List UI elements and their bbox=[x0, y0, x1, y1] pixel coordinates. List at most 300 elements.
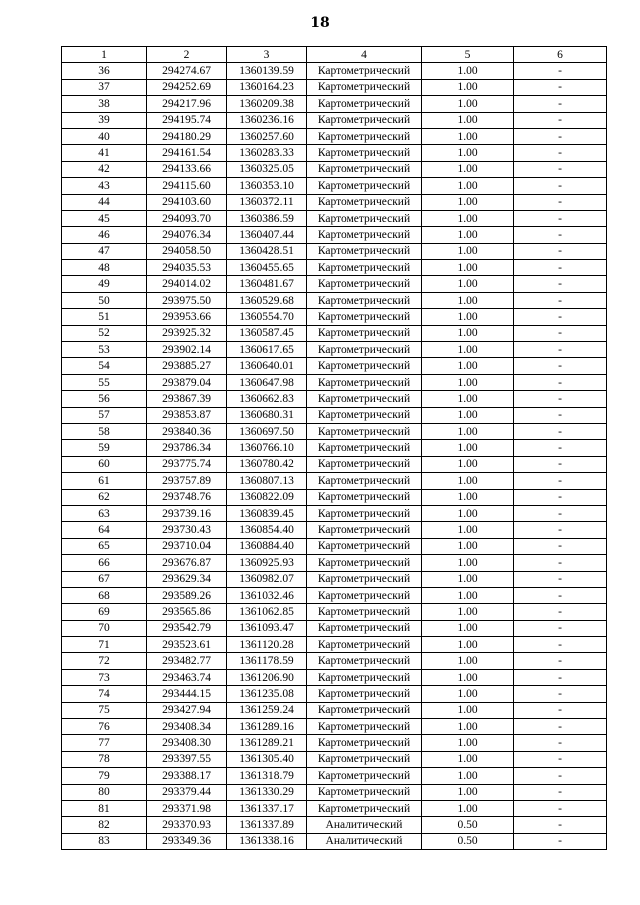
accuracy-cell: 1.00 bbox=[422, 768, 514, 784]
note-cell: - bbox=[514, 79, 607, 95]
note-cell: - bbox=[514, 161, 607, 177]
table-row bbox=[62, 604, 607, 620]
x-coordinate-cell: 293925.32 bbox=[147, 325, 227, 341]
table-row bbox=[62, 243, 607, 259]
x-coordinate-cell: 293408.34 bbox=[147, 719, 227, 735]
point-number-cell: 71 bbox=[62, 637, 147, 653]
accuracy-cell: 1.00 bbox=[422, 145, 514, 161]
y-coordinate-cell: 1360283.33 bbox=[227, 145, 307, 161]
note-cell: - bbox=[514, 407, 607, 423]
accuracy-cell: 0.50 bbox=[422, 833, 514, 849]
point-number-cell: 60 bbox=[62, 456, 147, 472]
note-cell: - bbox=[514, 440, 607, 456]
x-coordinate-cell: 294161.54 bbox=[147, 145, 227, 161]
method-cell: Картометрический bbox=[307, 407, 422, 423]
y-coordinate-cell: 1360854.40 bbox=[227, 522, 307, 538]
note-cell: - bbox=[514, 63, 607, 79]
method-cell: Картометрический bbox=[307, 128, 422, 144]
x-coordinate-cell: 294217.96 bbox=[147, 96, 227, 112]
table-header-row bbox=[62, 47, 607, 63]
table-row bbox=[62, 391, 607, 407]
method-cell: Картометрический bbox=[307, 210, 422, 226]
y-coordinate-cell: 1361259.24 bbox=[227, 702, 307, 718]
column-header: 5 bbox=[422, 47, 514, 63]
x-coordinate-cell: 293523.61 bbox=[147, 637, 227, 653]
point-number-cell: 45 bbox=[62, 210, 147, 226]
y-coordinate-cell: 1361206.90 bbox=[227, 669, 307, 685]
table-row bbox=[62, 620, 607, 636]
method-cell: Картометрический bbox=[307, 79, 422, 95]
point-number-cell: 81 bbox=[62, 800, 147, 816]
accuracy-cell: 1.00 bbox=[422, 374, 514, 390]
table-row bbox=[62, 653, 607, 669]
note-cell: - bbox=[514, 391, 607, 407]
y-coordinate-cell: 1360680.31 bbox=[227, 407, 307, 423]
method-cell: Картометрический bbox=[307, 653, 422, 669]
accuracy-cell: 1.00 bbox=[422, 784, 514, 800]
point-number-cell: 67 bbox=[62, 571, 147, 587]
method-cell: Картометрический bbox=[307, 227, 422, 243]
accuracy-cell: 1.00 bbox=[422, 440, 514, 456]
note-cell: - bbox=[514, 833, 607, 849]
accuracy-cell: 1.00 bbox=[422, 358, 514, 374]
x-coordinate-cell: 293427.94 bbox=[147, 702, 227, 718]
method-cell: Картометрический bbox=[307, 292, 422, 308]
method-cell: Картометрический bbox=[307, 423, 422, 439]
x-coordinate-cell: 293371.98 bbox=[147, 800, 227, 816]
point-number-cell: 79 bbox=[62, 768, 147, 784]
table-row bbox=[62, 587, 607, 603]
point-number-cell: 56 bbox=[62, 391, 147, 407]
method-cell: Картометрический bbox=[307, 489, 422, 505]
method-cell: Картометрический bbox=[307, 800, 422, 816]
method-cell: Картометрический bbox=[307, 587, 422, 603]
table-row bbox=[62, 751, 607, 767]
method-cell: Картометрический bbox=[307, 309, 422, 325]
accuracy-cell: 1.00 bbox=[422, 309, 514, 325]
accuracy-cell: 1.00 bbox=[422, 96, 514, 112]
note-cell: - bbox=[514, 96, 607, 112]
point-number-cell: 80 bbox=[62, 784, 147, 800]
point-number-cell: 66 bbox=[62, 555, 147, 571]
method-cell: Картометрический bbox=[307, 637, 422, 653]
note-cell: - bbox=[514, 178, 607, 194]
method-cell: Картометрический bbox=[307, 342, 422, 358]
point-number-cell: 44 bbox=[62, 194, 147, 210]
y-coordinate-cell: 1360407.44 bbox=[227, 227, 307, 243]
point-number-cell: 52 bbox=[62, 325, 147, 341]
point-number-cell: 73 bbox=[62, 669, 147, 685]
method-cell: Картометрический bbox=[307, 669, 422, 685]
y-coordinate-cell: 1361289.16 bbox=[227, 719, 307, 735]
accuracy-cell: 1.00 bbox=[422, 292, 514, 308]
note-cell: - bbox=[514, 719, 607, 735]
table-row bbox=[62, 309, 607, 325]
table-row bbox=[62, 79, 607, 95]
note-cell: - bbox=[514, 358, 607, 374]
method-cell: Картометрический bbox=[307, 620, 422, 636]
column-header: 2 bbox=[147, 47, 227, 63]
x-coordinate-cell: 293739.16 bbox=[147, 505, 227, 521]
table-row bbox=[62, 194, 607, 210]
accuracy-cell: 1.00 bbox=[422, 489, 514, 505]
table-row bbox=[62, 342, 607, 358]
y-coordinate-cell: 1360164.23 bbox=[227, 79, 307, 95]
x-coordinate-cell: 293408.30 bbox=[147, 735, 227, 751]
point-number-cell: 50 bbox=[62, 292, 147, 308]
point-number-cell: 49 bbox=[62, 276, 147, 292]
method-cell: Картометрический bbox=[307, 719, 422, 735]
x-coordinate-cell: 293775.74 bbox=[147, 456, 227, 472]
point-number-cell: 59 bbox=[62, 440, 147, 456]
accuracy-cell: 1.00 bbox=[422, 227, 514, 243]
y-coordinate-cell: 1360982.07 bbox=[227, 571, 307, 587]
note-cell: - bbox=[514, 735, 607, 751]
note-cell: - bbox=[514, 751, 607, 767]
note-cell: - bbox=[514, 637, 607, 653]
note-cell: - bbox=[514, 145, 607, 161]
accuracy-cell: 1.00 bbox=[422, 473, 514, 489]
y-coordinate-cell: 1361235.08 bbox=[227, 686, 307, 702]
note-cell: - bbox=[514, 653, 607, 669]
y-coordinate-cell: 1360139.59 bbox=[227, 63, 307, 79]
y-coordinate-cell: 1360884.40 bbox=[227, 538, 307, 554]
point-number-cell: 38 bbox=[62, 96, 147, 112]
column-header: 1 bbox=[62, 47, 147, 63]
method-cell: Картометрический bbox=[307, 473, 422, 489]
y-coordinate-cell: 1360780.42 bbox=[227, 456, 307, 472]
table-row bbox=[62, 473, 607, 489]
note-cell: - bbox=[514, 587, 607, 603]
note-cell: - bbox=[514, 325, 607, 341]
table-row bbox=[62, 538, 607, 554]
note-cell: - bbox=[514, 194, 607, 210]
x-coordinate-cell: 294274.67 bbox=[147, 63, 227, 79]
y-coordinate-cell: 1360386.59 bbox=[227, 210, 307, 226]
point-number-cell: 64 bbox=[62, 522, 147, 538]
y-coordinate-cell: 1360372.11 bbox=[227, 194, 307, 210]
accuracy-cell: 1.00 bbox=[422, 407, 514, 423]
table-row bbox=[62, 817, 607, 833]
x-coordinate-cell: 294195.74 bbox=[147, 112, 227, 128]
point-number-cell: 63 bbox=[62, 505, 147, 521]
note-cell: - bbox=[514, 227, 607, 243]
y-coordinate-cell: 1360662.83 bbox=[227, 391, 307, 407]
accuracy-cell: 0.50 bbox=[422, 817, 514, 833]
note-cell: - bbox=[514, 522, 607, 538]
note-cell: - bbox=[514, 620, 607, 636]
method-cell: Картометрический bbox=[307, 456, 422, 472]
method-cell: Картометрический bbox=[307, 735, 422, 751]
note-cell: - bbox=[514, 555, 607, 571]
y-coordinate-cell: 1361338.16 bbox=[227, 833, 307, 849]
point-number-cell: 48 bbox=[62, 260, 147, 276]
x-coordinate-cell: 293853.87 bbox=[147, 407, 227, 423]
accuracy-cell: 1.00 bbox=[422, 161, 514, 177]
column-header: 6 bbox=[514, 47, 607, 63]
point-number-cell: 78 bbox=[62, 751, 147, 767]
x-coordinate-cell: 293867.39 bbox=[147, 391, 227, 407]
accuracy-cell: 1.00 bbox=[422, 325, 514, 341]
point-number-cell: 77 bbox=[62, 735, 147, 751]
x-coordinate-cell: 294252.69 bbox=[147, 79, 227, 95]
point-number-cell: 43 bbox=[62, 178, 147, 194]
y-coordinate-cell: 1361093.47 bbox=[227, 620, 307, 636]
x-coordinate-cell: 293349.36 bbox=[147, 833, 227, 849]
method-cell: Картометрический bbox=[307, 145, 422, 161]
point-number-cell: 68 bbox=[62, 587, 147, 603]
accuracy-cell: 1.00 bbox=[422, 538, 514, 554]
point-number-cell: 61 bbox=[62, 473, 147, 489]
accuracy-cell: 1.00 bbox=[422, 620, 514, 636]
method-cell: Картометрический bbox=[307, 538, 422, 554]
table-row bbox=[62, 522, 607, 538]
method-cell: Картометрический bbox=[307, 505, 422, 521]
method-cell: Картометрический bbox=[307, 96, 422, 112]
page-number: 18 bbox=[310, 15, 330, 31]
accuracy-cell: 1.00 bbox=[422, 571, 514, 587]
x-coordinate-cell: 294035.53 bbox=[147, 260, 227, 276]
y-coordinate-cell: 1361120.28 bbox=[227, 637, 307, 653]
x-coordinate-cell: 294103.60 bbox=[147, 194, 227, 210]
accuracy-cell: 1.00 bbox=[422, 719, 514, 735]
y-coordinate-cell: 1361178.59 bbox=[227, 653, 307, 669]
accuracy-cell: 1.00 bbox=[422, 637, 514, 653]
table-row bbox=[62, 276, 607, 292]
point-number-cell: 37 bbox=[62, 79, 147, 95]
note-cell: - bbox=[514, 276, 607, 292]
point-number-cell: 46 bbox=[62, 227, 147, 243]
y-coordinate-cell: 1361032.46 bbox=[227, 587, 307, 603]
x-coordinate-cell: 293482.77 bbox=[147, 653, 227, 669]
method-cell: Картометрический bbox=[307, 243, 422, 259]
note-cell: - bbox=[514, 505, 607, 521]
method-cell: Картометрический bbox=[307, 440, 422, 456]
x-coordinate-cell: 293953.66 bbox=[147, 309, 227, 325]
note-cell: - bbox=[514, 210, 607, 226]
table-row bbox=[62, 833, 607, 849]
table-row bbox=[62, 571, 607, 587]
x-coordinate-cell: 293388.17 bbox=[147, 768, 227, 784]
accuracy-cell: 1.00 bbox=[422, 342, 514, 358]
x-coordinate-cell: 293379.44 bbox=[147, 784, 227, 800]
accuracy-cell: 1.00 bbox=[422, 735, 514, 751]
y-coordinate-cell: 1360257.60 bbox=[227, 128, 307, 144]
point-number-cell: 40 bbox=[62, 128, 147, 144]
note-cell: - bbox=[514, 423, 607, 439]
note-cell: - bbox=[514, 817, 607, 833]
x-coordinate-cell: 293879.04 bbox=[147, 374, 227, 390]
x-coordinate-cell: 294180.29 bbox=[147, 128, 227, 144]
y-coordinate-cell: 1360236.16 bbox=[227, 112, 307, 128]
y-coordinate-cell: 1361289.21 bbox=[227, 735, 307, 751]
method-cell: Картометрический bbox=[307, 522, 422, 538]
accuracy-cell: 1.00 bbox=[422, 276, 514, 292]
x-coordinate-cell: 293757.89 bbox=[147, 473, 227, 489]
note-cell: - bbox=[514, 784, 607, 800]
y-coordinate-cell: 1360807.13 bbox=[227, 473, 307, 489]
y-coordinate-cell: 1360697.50 bbox=[227, 423, 307, 439]
column-header: 4 bbox=[307, 47, 422, 63]
note-cell: - bbox=[514, 702, 607, 718]
method-cell: Картометрический bbox=[307, 63, 422, 79]
note-cell: - bbox=[514, 112, 607, 128]
method-cell: Картометрический bbox=[307, 358, 422, 374]
table-row bbox=[62, 178, 607, 194]
method-cell: Картометрический bbox=[307, 112, 422, 128]
y-coordinate-cell: 1361062.85 bbox=[227, 604, 307, 620]
x-coordinate-cell: 294093.70 bbox=[147, 210, 227, 226]
point-number-cell: 82 bbox=[62, 817, 147, 833]
note-cell: - bbox=[514, 243, 607, 259]
x-coordinate-cell: 293370.93 bbox=[147, 817, 227, 833]
y-coordinate-cell: 1360353.10 bbox=[227, 178, 307, 194]
method-cell: Картометрический bbox=[307, 784, 422, 800]
table-row bbox=[62, 456, 607, 472]
accuracy-cell: 1.00 bbox=[422, 505, 514, 521]
table-body bbox=[62, 63, 607, 850]
y-coordinate-cell: 1360209.38 bbox=[227, 96, 307, 112]
x-coordinate-cell: 294133.66 bbox=[147, 161, 227, 177]
method-cell: Картометрический bbox=[307, 178, 422, 194]
table-row bbox=[62, 358, 607, 374]
method-cell: Аналитический bbox=[307, 817, 422, 833]
point-number-cell: 42 bbox=[62, 161, 147, 177]
table-row bbox=[62, 210, 607, 226]
method-cell: Картометрический bbox=[307, 194, 422, 210]
y-coordinate-cell: 1361337.89 bbox=[227, 817, 307, 833]
y-coordinate-cell: 1361318.79 bbox=[227, 768, 307, 784]
method-cell: Картометрический bbox=[307, 555, 422, 571]
x-coordinate-cell: 293589.26 bbox=[147, 587, 227, 603]
accuracy-cell: 1.00 bbox=[422, 669, 514, 685]
note-cell: - bbox=[514, 768, 607, 784]
x-coordinate-cell: 293840.36 bbox=[147, 423, 227, 439]
method-cell: Аналитический bbox=[307, 833, 422, 849]
point-number-cell: 57 bbox=[62, 407, 147, 423]
x-coordinate-cell: 294076.34 bbox=[147, 227, 227, 243]
y-coordinate-cell: 1360766.10 bbox=[227, 440, 307, 456]
point-number-cell: 76 bbox=[62, 719, 147, 735]
note-cell: - bbox=[514, 260, 607, 276]
table-row bbox=[62, 489, 607, 505]
table-row bbox=[62, 260, 607, 276]
accuracy-cell: 1.00 bbox=[422, 112, 514, 128]
note-cell: - bbox=[514, 292, 607, 308]
point-number-cell: 54 bbox=[62, 358, 147, 374]
table-row bbox=[62, 63, 607, 79]
x-coordinate-cell: 293565.86 bbox=[147, 604, 227, 620]
x-coordinate-cell: 293885.27 bbox=[147, 358, 227, 374]
accuracy-cell: 1.00 bbox=[422, 555, 514, 571]
accuracy-cell: 1.00 bbox=[422, 423, 514, 439]
y-coordinate-cell: 1360617.65 bbox=[227, 342, 307, 358]
table-row bbox=[62, 374, 607, 390]
x-coordinate-cell: 294058.50 bbox=[147, 243, 227, 259]
x-coordinate-cell: 293748.76 bbox=[147, 489, 227, 505]
y-coordinate-cell: 1360455.65 bbox=[227, 260, 307, 276]
accuracy-cell: 1.00 bbox=[422, 260, 514, 276]
table-row bbox=[62, 719, 607, 735]
point-number-cell: 74 bbox=[62, 686, 147, 702]
x-coordinate-cell: 293629.34 bbox=[147, 571, 227, 587]
note-cell: - bbox=[514, 473, 607, 489]
table-row bbox=[62, 735, 607, 751]
y-coordinate-cell: 1360428.51 bbox=[227, 243, 307, 259]
point-number-cell: 75 bbox=[62, 702, 147, 718]
y-coordinate-cell: 1360925.93 bbox=[227, 555, 307, 571]
table-row bbox=[62, 112, 607, 128]
y-coordinate-cell: 1360554.70 bbox=[227, 309, 307, 325]
table-row bbox=[62, 702, 607, 718]
point-number-cell: 69 bbox=[62, 604, 147, 620]
table-row bbox=[62, 637, 607, 653]
accuracy-cell: 1.00 bbox=[422, 63, 514, 79]
accuracy-cell: 1.00 bbox=[422, 751, 514, 767]
note-cell: - bbox=[514, 800, 607, 816]
x-coordinate-cell: 293786.34 bbox=[147, 440, 227, 456]
point-number-cell: 70 bbox=[62, 620, 147, 636]
table-row bbox=[62, 669, 607, 685]
y-coordinate-cell: 1360822.09 bbox=[227, 489, 307, 505]
coordinates-table bbox=[61, 46, 607, 850]
note-cell: - bbox=[514, 374, 607, 390]
accuracy-cell: 1.00 bbox=[422, 653, 514, 669]
table-row bbox=[62, 440, 607, 456]
method-cell: Картометрический bbox=[307, 260, 422, 276]
method-cell: Картометрический bbox=[307, 325, 422, 341]
accuracy-cell: 1.00 bbox=[422, 702, 514, 718]
y-coordinate-cell: 1360325.05 bbox=[227, 161, 307, 177]
method-cell: Картометрический bbox=[307, 391, 422, 407]
y-coordinate-cell: 1360481.67 bbox=[227, 276, 307, 292]
table-row bbox=[62, 161, 607, 177]
method-cell: Картометрический bbox=[307, 604, 422, 620]
note-cell: - bbox=[514, 571, 607, 587]
accuracy-cell: 1.00 bbox=[422, 178, 514, 194]
y-coordinate-cell: 1360640.01 bbox=[227, 358, 307, 374]
table-row bbox=[62, 423, 607, 439]
x-coordinate-cell: 294014.02 bbox=[147, 276, 227, 292]
method-cell: Картометрический bbox=[307, 161, 422, 177]
accuracy-cell: 1.00 bbox=[422, 522, 514, 538]
accuracy-cell: 1.00 bbox=[422, 686, 514, 702]
point-number-cell: 47 bbox=[62, 243, 147, 259]
y-coordinate-cell: 1360839.45 bbox=[227, 505, 307, 521]
accuracy-cell: 1.00 bbox=[422, 194, 514, 210]
x-coordinate-cell: 293463.74 bbox=[147, 669, 227, 685]
table-row bbox=[62, 96, 607, 112]
y-coordinate-cell: 1361305.40 bbox=[227, 751, 307, 767]
table-row bbox=[62, 784, 607, 800]
accuracy-cell: 1.00 bbox=[422, 800, 514, 816]
table-row bbox=[62, 686, 607, 702]
point-number-cell: 55 bbox=[62, 374, 147, 390]
table-row bbox=[62, 407, 607, 423]
table-row bbox=[62, 128, 607, 144]
y-coordinate-cell: 1361337.17 bbox=[227, 800, 307, 816]
accuracy-cell: 1.00 bbox=[422, 456, 514, 472]
table-row bbox=[62, 768, 607, 784]
y-coordinate-cell: 1360529.68 bbox=[227, 292, 307, 308]
note-cell: - bbox=[514, 686, 607, 702]
point-number-cell: 72 bbox=[62, 653, 147, 669]
accuracy-cell: 1.00 bbox=[422, 210, 514, 226]
point-number-cell: 39 bbox=[62, 112, 147, 128]
note-cell: - bbox=[514, 456, 607, 472]
x-coordinate-cell: 293730.43 bbox=[147, 522, 227, 538]
method-cell: Картометрический bbox=[307, 374, 422, 390]
